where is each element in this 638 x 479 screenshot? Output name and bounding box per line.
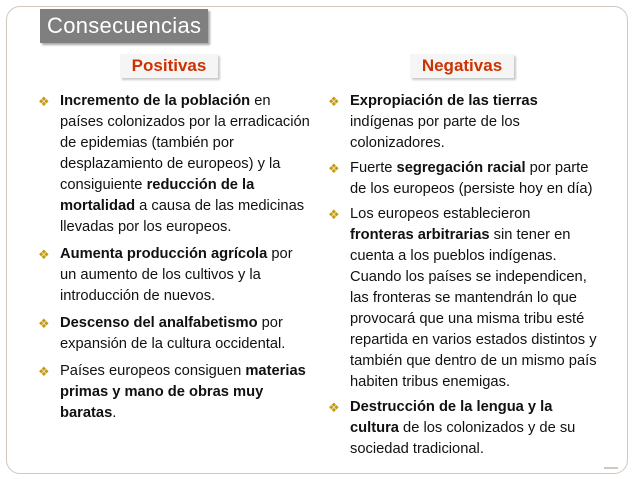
- item-text: de los colonizados y de su sociedad tradicional.: [350, 420, 576, 457]
- item-text: Países europeos consiguen: [60, 363, 246, 379]
- diamond-bullet-icon: ❖: [38, 94, 50, 109]
- item-text: a causa de las medicinas llevadas por los europeos.: [60, 198, 305, 235]
- diamond-bullet-icon: ❖: [38, 247, 50, 262]
- item-text: por un aumento de los cultivos y la introducción de nuevos.: [60, 246, 293, 304]
- diamond-bullet-icon: ❖: [38, 316, 50, 331]
- diamond-bullet-icon: ❖: [328, 94, 340, 109]
- list-item: [328, 397, 598, 460]
- item-text: por expansión de la cultura occidental.: [60, 315, 286, 352]
- positives-header: Positivas: [120, 54, 218, 78]
- corner-divider: [604, 467, 618, 469]
- item-text: indígenas por parte de los colonizadores.: [350, 114, 520, 151]
- list-item: [38, 361, 310, 424]
- item-text: por parte de los europeos (persiste hoy en día): [350, 160, 593, 197]
- slide-title: Consecuencias: [47, 13, 202, 38]
- list-item: [38, 244, 310, 307]
- item-emphasis: fronteras arbitrarias: [350, 227, 490, 243]
- positives-list: [38, 91, 310, 430]
- diamond-bullet-icon: ❖: [38, 364, 50, 379]
- item-emphasis: Expropiación de las tierras: [350, 93, 538, 109]
- list-item: [328, 204, 598, 393]
- item-emphasis: Descenso del analfabetismo: [60, 315, 258, 331]
- list-item: [38, 91, 310, 238]
- item-text: .: [112, 405, 117, 421]
- diamond-bullet-icon: ❖: [328, 400, 340, 415]
- negatives-header: Negativas: [410, 54, 514, 78]
- diamond-bullet-icon: ❖: [328, 161, 340, 176]
- item-text: en países colonizados por la erradicación de epidemias (también por desplazamiento de europeos) y la consiguiente: [60, 93, 310, 193]
- item-emphasis: materias primas y mano de obras muy baratas: [60, 363, 306, 421]
- list-item: [328, 158, 598, 200]
- item-emphasis: reducción de la mortalidad: [60, 177, 255, 214]
- item-text: Fuerte: [350, 160, 397, 176]
- list-item: [328, 91, 598, 154]
- item-emphasis: Aumenta producción agrícola: [60, 246, 268, 262]
- item-text: sin tener en cuenta a los pueblos indígenas. Cuando los países se independicen, las fronteras se mantendrán lo que provocará que una misma tribu esté repartida en varios estados distintos y también que dentro de un mismo país habiten tribus enemigas.: [350, 227, 597, 390]
- item-emphasis: Destrucción de la lengua y la cultura: [350, 399, 553, 436]
- diamond-bullet-icon: ❖: [328, 207, 340, 222]
- item-emphasis: segregación racial: [396, 160, 526, 176]
- item-text: Los europeos establecieron: [350, 206, 531, 222]
- negatives-list: [328, 91, 598, 464]
- item-emphasis: Incremento de la población: [60, 93, 251, 109]
- list-item: [38, 313, 310, 355]
- title-banner: [40, 9, 208, 43]
